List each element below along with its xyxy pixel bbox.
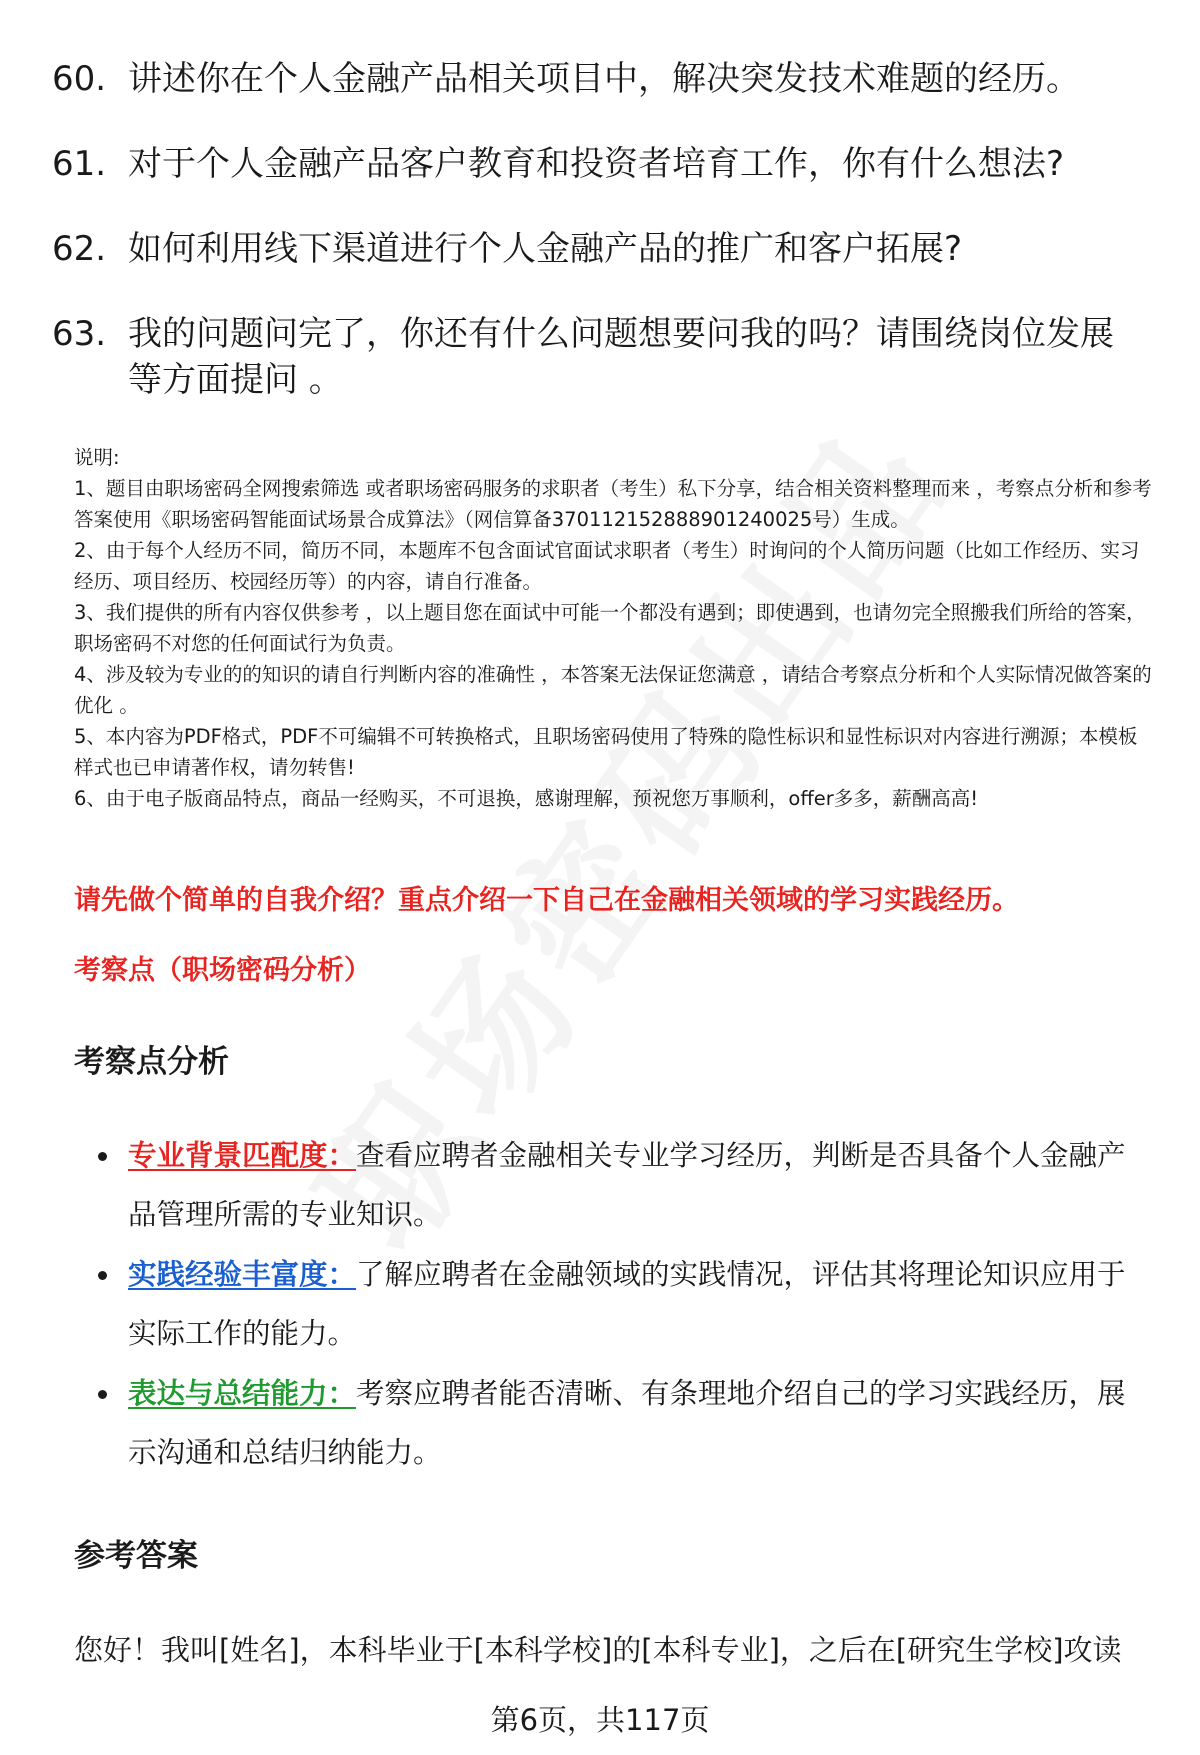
note-item: 4、涉及较为专业的的知识的请自行判断内容的准确性 ，本答案无法保证您满意 ，请结合考察点分析和个人实际情况做答案的优化 。 [74,663,1152,717]
page-footer: 第6页，共117页 [490,1703,710,1737]
analysis-item-label: 表达与总结能力： [128,1377,357,1410]
answer-title: 参考答案 [74,1538,198,1574]
analysis-item [74,1126,1154,1244]
analysis-item-label: 专业背景匹配度： [128,1139,357,1172]
bullet-dot-icon [98,1390,107,1399]
note-item: 5、本内容为PDF格式，PDF不可编辑不可转换格式，且职场密码使用了特殊的隐性标识和显性标识对内容进行溯源；本模板样式也已申请著作权，请勿转售! [74,725,1138,779]
question-61 [52,141,1152,187]
disclaimer-notes [74,442,1154,814]
bullet-dot-icon [98,1152,107,1161]
analysis-item-label: 实践经验丰富度： [128,1258,357,1291]
note-item: 3、我们提供的所有内容仅供参考 ，以上题目您在面试中可能一个都没有遇到；即使遇到，也请勿完全照搬我们所给的答案，职场密码不对您的任何面试行为负责。 [74,601,1146,655]
bullet-dot-icon [98,1271,107,1280]
intro-question: 请先做个简单的自我介绍？重点介绍一下自己在金融相关领域的学习实践经历。 [74,885,1019,916]
question-number: 61. [52,144,107,184]
note-item: 1、题目由职场密码全网搜索筛选 或者职场密码服务的求职者（考生）私下分享，结合相关资料整理而来 ，考察点分析和参考答案使用《职场密码智能面试场景合成算法》（网信算备370112152888901240025号）生成。 [74,477,1152,531]
question-text: 对于个人金融产品客户教育和投资者培育工作，你有什么想法? [128,144,1065,184]
analysis-item-text: 考察应聘者能否清晰、有条理地介绍自己的学习实践经历，展示沟通和总结归纳能力。 [128,1377,1126,1469]
question-62 [52,226,1152,272]
analysis-list [74,1126,1154,1483]
notes-heading: 说明: [74,446,120,469]
answer-text: 您好！我叫[姓名]，本科毕业于[本科学校]的[本科专业]，之后在[研究生学校]攻读 [74,1633,1122,1667]
question-63 [52,311,1132,403]
question-60 [52,56,1152,102]
analysis-item-text: 查看应聘者金融相关专业学习经历，判断是否具备个人金融产品管理所需的专业知识。 [128,1139,1126,1231]
analysis-title: 考察点分析 [74,1044,229,1080]
question-text: 我的问题问完了，你还有什么问题想要问我的吗？请围绕岗位发展等方面提问 。 [128,314,1114,400]
analysis-item [74,1245,1154,1363]
analysis-item-text: 了解应聘者在金融领域的实践情况，评估其将理论知识应用于实际工作的能力。 [128,1258,1126,1350]
question-number: 63. [52,314,107,354]
question-text: 如何利用线下渠道进行个人金融产品的推广和客户拓展? [128,229,963,269]
note-item: 2、由于每个人经历不同，简历不同，本题库不包含面试官面试求职者（考生）时询问的个人简历问题（比如工作经历、实习经历、项目经历、校园经历等）的内容，请自行准备。 [74,539,1140,593]
question-number: 62. [52,229,107,269]
question-text: 讲述你在个人金融产品相关项目中，解决突发技术难题的经历。 [128,59,1080,99]
analysis-item [74,1364,1154,1482]
note-item: 6、由于电子版商品特点，商品一经购买，不可退换，感谢理解，预祝您万事顺利，offer多多，薪酬高高! [74,787,979,810]
question-number: 60. [52,59,107,99]
examine-point-label: 考察点（职场密码分析） [74,955,371,986]
